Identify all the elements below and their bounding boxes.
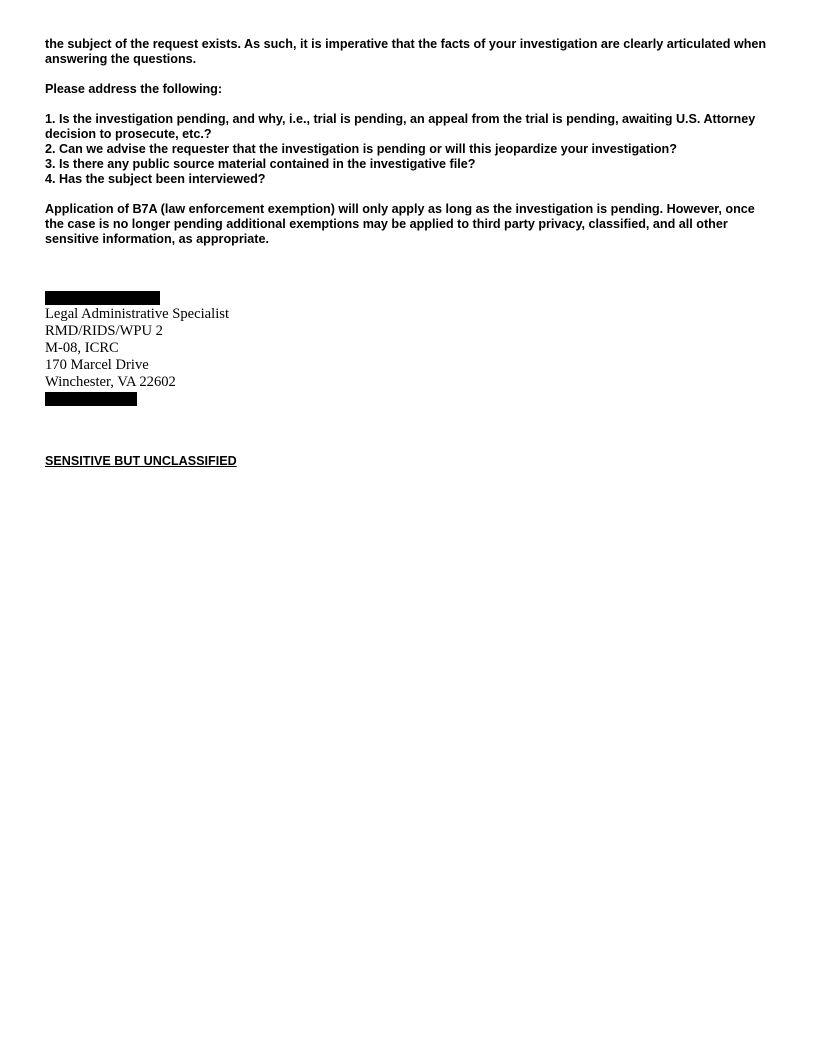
question-item: 2. Can we advise the requester that the investigation is pending or will this jeopardize your investigation? [45, 142, 677, 156]
exemption-paragraph: Application of B7A (law enforcement exemption) will only apply as long as the investigation is pending. However, once the case is no longer pending additional exemptions may be applied to third party privacy, classified, and all other sensitive information, as appropriate. [45, 202, 755, 246]
signature-block [45, 306, 775, 391]
signature-street: 170 Marcel Drive [45, 357, 149, 373]
signature-unit: RMD/RIDS/WPU 2 [45, 323, 163, 339]
document-page [45, 37, 775, 469]
signature-title: Legal Administrative Specialist [45, 306, 230, 322]
question-item: 4. Has the subject been interviewed? [45, 172, 266, 186]
signature-city-state-zip: Winchester, VA 22602 [45, 374, 176, 390]
question-item: 3. Is there any public source material contained in the investigative file? [45, 157, 476, 171]
redacted-name-block [45, 291, 160, 305]
intro-paragraph: the subject of the request exists. As such, it is imperative that the facts of your investigation are clearly articulated when answering the questions. [45, 37, 767, 66]
classification-marking: SENSITIVE BUT UNCLASSIFIED [45, 454, 237, 468]
signature-room: M-08, ICRC [45, 340, 119, 356]
questions-list [45, 112, 775, 187]
question-item: 1. Is the investigation pending, and why, i.e., trial is pending, an appeal from the trial is pending, awaiting U.S. Attorney decision to prosecute, etc.? [45, 112, 756, 141]
address-prompt: Please address the following: [45, 82, 223, 96]
redacted-contact-block [45, 392, 137, 406]
